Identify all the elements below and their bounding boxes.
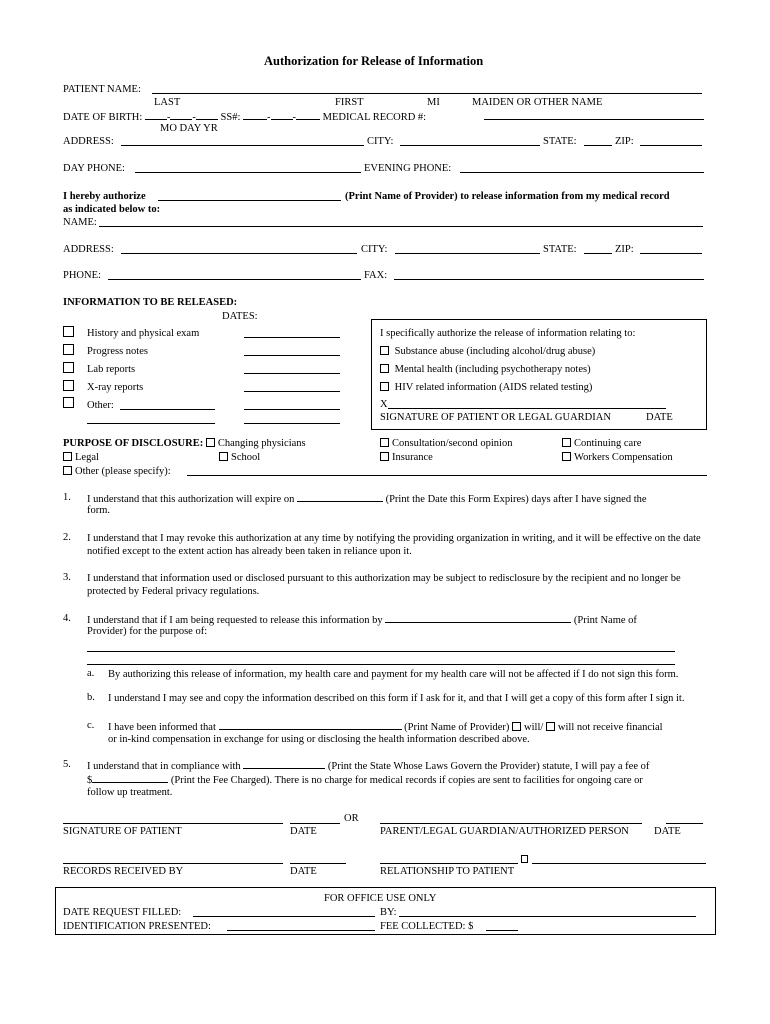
history-checkbox[interactable] xyxy=(63,326,74,337)
patient-name-label: PATIENT NAME: xyxy=(63,84,141,95)
clause-2-num: 2. xyxy=(63,532,71,543)
other-date-field-2[interactable] xyxy=(244,423,340,424)
or-label: OR xyxy=(344,813,359,824)
provider-name-field[interactable] xyxy=(158,200,341,201)
x-mark: X xyxy=(380,399,388,410)
clause-5-c: $ xyxy=(87,775,93,786)
clause-1 xyxy=(87,492,647,506)
patient-name-field[interactable] xyxy=(152,93,702,94)
purpose-other: Other (please specify): xyxy=(75,466,171,477)
clause-1-b: (Print the Date this Form Expires) days after I have signed the xyxy=(385,494,647,505)
city-field[interactable] xyxy=(400,145,540,146)
lab-checkbox[interactable] xyxy=(63,362,74,373)
insurance-checkbox[interactable] xyxy=(380,452,389,461)
patient-sign-date-field[interactable] xyxy=(290,823,340,824)
recipient-address-label: ADDRESS: xyxy=(63,244,114,255)
authorize-lead: I hereby authorize xyxy=(63,191,146,202)
medical-record-label: MEDICAL RECORD #: xyxy=(322,112,427,123)
dob-month-field[interactable] xyxy=(145,110,167,120)
clause-5-a: I understand that in compliance with xyxy=(87,761,241,772)
recipient-name-field[interactable] xyxy=(99,226,703,227)
specific-hiv: HIV related information (AIDS related testing) xyxy=(394,382,593,393)
recipient-fax-field[interactable] xyxy=(394,279,704,280)
info-item-lab: Lab reports xyxy=(87,364,136,375)
other-purpose-field[interactable] xyxy=(187,475,707,476)
zip-label: ZIP: xyxy=(615,136,634,147)
by-label: BY: xyxy=(380,907,397,918)
clause-4 xyxy=(87,613,637,627)
parent-signature-field[interactable] xyxy=(380,823,642,824)
sig-date-caption: DATE xyxy=(646,412,673,423)
other-checkbox[interactable] xyxy=(63,397,74,408)
clause-c-will: will/ xyxy=(524,722,544,733)
purpose-line-2[interactable] xyxy=(87,664,675,665)
info-item-other: Other: xyxy=(87,400,114,411)
clause-5 xyxy=(87,759,649,773)
by-field[interactable] xyxy=(399,916,696,917)
relationship-checkbox[interactable] xyxy=(521,855,528,863)
purpose-insurance: Insurance xyxy=(392,452,433,463)
clause-5-b: (Print the State Whose Laws Govern the Provider) statute, I will pay a fee of xyxy=(327,761,650,772)
clause-4-a: I understand that if I am being requested to release this information by xyxy=(87,615,383,626)
address-label: ADDRESS: xyxy=(63,136,114,147)
compensation-provider-field[interactable] xyxy=(219,720,402,730)
guardian-signature-field[interactable] xyxy=(388,408,666,409)
clause-c-2: (Print Name of Provider) xyxy=(404,722,510,733)
records-caption: RECORDS RECEIVED BY xyxy=(63,866,184,877)
clause-5-e: follow up treatment. xyxy=(87,787,173,798)
recipient-zip-label: ZIP: xyxy=(615,244,634,255)
specific-substance: Substance abuse (including alcohol/drug abuse) xyxy=(394,346,596,357)
fee-collected-field[interactable] xyxy=(486,930,518,931)
specific-heading: I specifically authorize the release of information relating to: xyxy=(380,328,636,339)
records-date-field[interactable] xyxy=(290,863,346,864)
dob-year-field[interactable] xyxy=(196,110,218,120)
parent-sign-date-field[interactable] xyxy=(666,823,703,824)
clause-4-b: (Print Name of xyxy=(573,615,637,626)
recipient-address-field[interactable] xyxy=(121,253,357,254)
state-label: STATE: xyxy=(543,136,577,147)
other-date-field[interactable] xyxy=(244,409,340,410)
history-date-field[interactable] xyxy=(244,337,340,338)
sub-first: FIRST xyxy=(335,97,364,108)
zip-field[interactable] xyxy=(640,145,702,146)
sig-patient-caption: SIGNATURE OF PATIENT xyxy=(63,826,182,837)
clause-1-c: form. xyxy=(87,505,111,516)
hiv-checkbox[interactable] xyxy=(380,382,389,391)
expiry-date-field[interactable] xyxy=(297,492,383,502)
progress-checkbox[interactable] xyxy=(63,344,74,355)
workers-checkbox[interactable] xyxy=(562,452,571,461)
ss-part3-field[interactable] xyxy=(296,110,320,120)
form-title: Authorization for Release of Information xyxy=(264,54,484,68)
clause-b-letter: b. xyxy=(87,692,95,703)
city-label: CITY: xyxy=(367,136,394,147)
info-heading: INFORMATION TO BE RELEASED: xyxy=(63,297,238,308)
fee-collected-label: FEE COLLECTED: $ xyxy=(380,921,474,932)
specific-mental: Mental health (including psychotherapy notes) xyxy=(394,364,591,375)
day-phone-field[interactable] xyxy=(135,172,361,173)
xray-date-field[interactable] xyxy=(244,391,340,392)
dob-label: DATE OF BIRTH: xyxy=(63,112,143,123)
medical-record-field[interactable] xyxy=(484,119,704,120)
clause-3: I understand that information used or disclosed pursuant to this authorization may be subject to redisclosure by the recipient and no longer be protected by Federal privacy regulations. xyxy=(87,573,681,597)
authorize-line2: as indicated below to: xyxy=(63,204,161,215)
clause-1-a: I understand that this authorization will expire on xyxy=(87,494,295,505)
recipient-fax-label: FAX: xyxy=(364,270,388,281)
ss-part2-field[interactable] xyxy=(271,110,293,120)
purpose-school: School xyxy=(231,452,261,463)
clause-4-c: Provider) for the purpose of: xyxy=(87,626,208,637)
other-spec-field-2[interactable] xyxy=(87,423,215,424)
ident-label: IDENTIFICATION PRESENTED: xyxy=(63,921,211,932)
purpose-legal: Legal xyxy=(75,452,99,463)
clause-1-num: 1. xyxy=(63,492,71,503)
purpose-line-1[interactable] xyxy=(87,651,675,652)
clause-2: I understand that I may revoke this authorization at any time by notifying the providing organization in writing, and it will be effective on the date notified except to the extent action has already been taken in reliance upon it. xyxy=(87,533,701,557)
dob-day-field[interactable] xyxy=(170,110,192,120)
state-field[interactable] xyxy=(584,145,612,146)
changing-checkbox[interactable] xyxy=(206,438,215,447)
date-caption-3: DATE xyxy=(290,866,317,877)
xray-checkbox[interactable] xyxy=(63,380,74,391)
purpose-changing: Changing physicians xyxy=(217,438,306,449)
will-not-checkbox[interactable] xyxy=(546,722,555,731)
relationship-caption: RELATIONSHIP TO PATIENT xyxy=(380,866,515,877)
sub-last: LAST xyxy=(154,97,181,108)
ident-field[interactable] xyxy=(227,930,375,931)
info-item-xray: X-ray reports xyxy=(87,382,144,393)
dob-sub: MO DAY YR xyxy=(160,123,218,134)
recipient-phone-field[interactable] xyxy=(108,279,361,280)
sub-mi: MI xyxy=(427,97,440,108)
clause-c-3: or in-kind compensation in exchange for using or disclosing the health information described above. xyxy=(108,734,530,745)
purpose-row-1 xyxy=(63,438,306,450)
sub-maiden: MAIDEN OR OTHER NAME xyxy=(472,97,603,108)
clause-3-num: 3. xyxy=(63,572,71,583)
continuing-checkbox[interactable] xyxy=(562,438,571,447)
recipient-city-field[interactable] xyxy=(395,253,540,254)
authorize-tail: (Print Name of Provider) to release information from my medical record xyxy=(345,191,670,202)
ss-label: SS#: xyxy=(220,112,241,123)
clause-c-willnot: will not receive financial xyxy=(557,722,663,733)
purpose-heading: PURPOSE OF DISCLOSURE: xyxy=(63,438,204,449)
purpose-consultation: Consultation/second opinion xyxy=(392,438,513,449)
sig-caption: SIGNATURE OF PATIENT OR LEGAL GUARDIAN xyxy=(380,412,611,423)
clause-b: I understand I may see and copy the information described on this form if I ask for it, and that I will get a copy of this form after I sign it. xyxy=(108,693,685,704)
fee-field[interactable] xyxy=(92,773,168,783)
date-caption-1: DATE xyxy=(290,826,317,837)
recipient-state-field[interactable] xyxy=(584,253,612,254)
clause-c xyxy=(108,720,663,734)
will-checkbox[interactable] xyxy=(512,722,521,731)
date-caption-2: DATE xyxy=(654,826,681,837)
clause-a-letter: a. xyxy=(87,668,95,679)
clause-c-1: I have been informed that xyxy=(108,722,216,733)
purpose-workers: Workers Compensation xyxy=(574,452,673,463)
recipient-name-label: NAME: xyxy=(63,217,97,228)
records-received-field[interactable] xyxy=(63,863,283,864)
school-checkbox[interactable] xyxy=(219,452,228,461)
clause-5-line2 xyxy=(87,773,643,787)
recipient-phone-label: PHONE: xyxy=(63,270,101,281)
clause-5-d: (Print the Fee Charged). There is no charge for medical records if copies are sent to facilities for ongoing care or xyxy=(170,775,643,786)
purpose-continuing: Continuing care xyxy=(574,438,642,449)
consultation-checkbox[interactable] xyxy=(380,438,389,447)
lab-date-field[interactable] xyxy=(244,373,340,374)
recipient-zip-field[interactable] xyxy=(640,253,702,254)
parent-caption: PARENT/LEGAL GUARDIAN/AUTHORIZED PERSON xyxy=(380,826,629,837)
office-heading: FOR OFFICE USE ONLY xyxy=(324,893,437,904)
legal-checkbox[interactable] xyxy=(63,452,72,461)
date-filled-field[interactable] xyxy=(193,916,375,917)
mental-checkbox[interactable] xyxy=(380,364,389,373)
recipient-state-label: STATE: xyxy=(543,244,577,255)
relationship-field-2[interactable] xyxy=(532,863,706,864)
relationship-field[interactable] xyxy=(380,863,518,864)
info-item-history: History and physical exam xyxy=(87,328,200,339)
requesting-provider-field[interactable] xyxy=(385,613,571,623)
other-purpose-checkbox[interactable] xyxy=(63,466,72,475)
clause-c-letter: c. xyxy=(87,720,95,731)
evening-phone-field[interactable] xyxy=(460,172,704,173)
dob-row: DATE OF BIRTH: - - SS#: - - MEDICAL RECORD #: xyxy=(63,112,427,123)
clause-5-num: 5. xyxy=(63,759,71,770)
day-phone-label: DAY PHONE: xyxy=(63,163,125,174)
patient-signature-field[interactable] xyxy=(63,823,283,824)
clause-4-num: 4. xyxy=(63,613,71,624)
other-spec-field[interactable] xyxy=(120,409,215,410)
progress-date-field[interactable] xyxy=(244,355,340,356)
state-law-field[interactable] xyxy=(243,759,325,769)
recipient-city-label: CITY: xyxy=(361,244,388,255)
address-field[interactable] xyxy=(121,145,364,146)
evening-phone-label: EVENING PHONE: xyxy=(364,163,452,174)
dates-label: DATES: xyxy=(222,311,258,322)
ss-part1-field[interactable] xyxy=(243,110,267,120)
clause-a: By authorizing this release of information, my health care and payment for my health care will not be affected if I do not sign this form. xyxy=(108,669,679,680)
substance-checkbox[interactable] xyxy=(380,346,389,355)
date-filled-label: DATE REQUEST FILLED: xyxy=(63,907,182,918)
info-item-progress: Progress notes xyxy=(87,346,148,357)
